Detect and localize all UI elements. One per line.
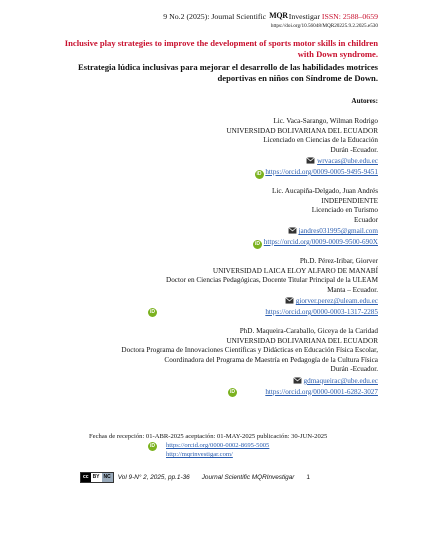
- author-degree: Licenciado en Turismo: [311, 206, 378, 215]
- email-icon: [285, 297, 294, 304]
- author-affiliation: INDEPENDIENTE: [321, 196, 378, 205]
- authors-heading: Autores:: [351, 97, 378, 105]
- author-block: [58, 327, 378, 397]
- author-email[interactable]: giorver.perez@uleam.edu.ec: [295, 297, 378, 306]
- author-orcid-row: [88, 308, 378, 318]
- author-name: Lic. Vaca-Sarango, Wilman Rodrigo: [273, 117, 378, 125]
- email-icon: [306, 157, 315, 164]
- author-orcid-row: [58, 388, 378, 398]
- author-orcid[interactable]: https://orcid.org/0000-0003-1317-2285: [265, 307, 378, 316]
- orcid-icon: iD: [150, 308, 155, 315]
- author-orcid-row: [183, 238, 378, 249]
- author-email[interactable]: wrvacas@ube.edu.ec: [317, 157, 378, 166]
- author-degree: Doctor en Ciencias Pedagógicas, Docente Titular Principal de la ULEAM: [166, 276, 378, 285]
- page-number: 1: [306, 474, 310, 481]
- author-email-row: [58, 377, 378, 387]
- author-affiliation: UNIVERSIDAD LAICA ELOY ALFARO DE MANABÍ: [212, 266, 378, 275]
- author-affiliation: UNIVERSIDAD BOLIVARIANA DEL ECUADOR: [226, 336, 378, 345]
- email-icon: [288, 227, 297, 234]
- journal-volume: 9 No.2 (2025): Journal Scientific: [163, 12, 267, 21]
- journal-url[interactable]: http://mqrinvestigar.com/: [166, 451, 233, 458]
- author-location: Manta – Ecuador.: [327, 285, 378, 294]
- cc-license-icon: cc BY NC: [80, 472, 114, 483]
- author-email-row: [88, 297, 378, 307]
- author-location: Durán -Ecuador.: [330, 365, 378, 374]
- author-email[interactable]: gdmaqueirac@ube.edu.ec: [303, 376, 378, 385]
- author-email-row: [138, 157, 378, 167]
- author-location: Ecuador: [354, 215, 378, 224]
- title-english: Inclusive play strategies to improve the development of sports motor skills in children with Down syndrome.: [64, 38, 378, 59]
- author-name: Ph.D. Pérez-Iribar, Giorver: [299, 257, 378, 265]
- publication-dates: Fechas de recepción: 01-ABR-2025 aceptación: 01-MAY-2025 publicación: 30-JUN-2025: [89, 433, 328, 440]
- author-orcid-row: [138, 168, 378, 179]
- author-email[interactable]: jandres031995@gmail.com: [298, 227, 378, 236]
- author-affiliation: UNIVERSIDAD BOLIVARIANA DEL ECUADOR: [226, 126, 378, 135]
- journal-orcid[interactable]: https://orcid.org/0000-0002-8695-5005: [166, 442, 270, 449]
- doi-link[interactable]: https://doi.org/10.56048/MQR20225.9.2.2025.e530: [270, 23, 378, 29]
- author-name: PhD. Maqueira-Caraballo, Giceya de la Caridad: [239, 327, 378, 335]
- author-orcid[interactable]: https://orcid.org/0000-0001-6282-3027: [265, 387, 378, 396]
- author-block: [183, 187, 378, 249]
- journal-logo-suffix: Investigar: [288, 12, 320, 21]
- journal-logo: MQR: [269, 11, 288, 20]
- footer-journal: Journal Scientific MQRInvestigar: [201, 474, 295, 481]
- author-degree: Doctora Programa de Innovaciones Científicas y Didácticas en Educación Física Escolar,: [121, 346, 378, 355]
- issn: ISSN: 2588–0659: [321, 12, 378, 21]
- author-orcid[interactable]: https://orcid.org/0009-0009-9500-690X: [263, 237, 378, 246]
- orcid-icon: iD: [256, 170, 262, 177]
- footer-volume: Vol 9-N° 2, 2025, pp.1-36: [117, 474, 190, 481]
- title-spanish: Estrategia lúdica inclusivas para mejorar el desarrollo de las habilidades motrices deportivas en niños con Síndrome de Down.: [78, 62, 378, 83]
- page-footer: [80, 472, 310, 483]
- orcid-icon: iD: [254, 240, 260, 247]
- author-location: Durán -Ecuador.: [330, 145, 378, 154]
- orcid-icon: iD: [230, 388, 235, 395]
- author-block: [88, 257, 378, 318]
- email-icon: [293, 377, 302, 384]
- dates-block: [89, 432, 327, 459]
- author-degree: Licenciado en Ciencias de la Educación: [263, 136, 378, 145]
- author-orcid[interactable]: https://orcid.org/0009-0005-9495-9451: [265, 167, 378, 176]
- orcid-icon: iD: [150, 443, 155, 449]
- author-block: [138, 117, 378, 179]
- author-degree-2: Coordinadora del Programa de Maestría en Pedagogía de la Cultura Física: [164, 355, 378, 364]
- author-email-row: [183, 227, 378, 237]
- journal-header: [163, 11, 378, 21]
- author-name: Lic. Aucapiña-Delgado, Juan Andrés: [272, 187, 378, 195]
